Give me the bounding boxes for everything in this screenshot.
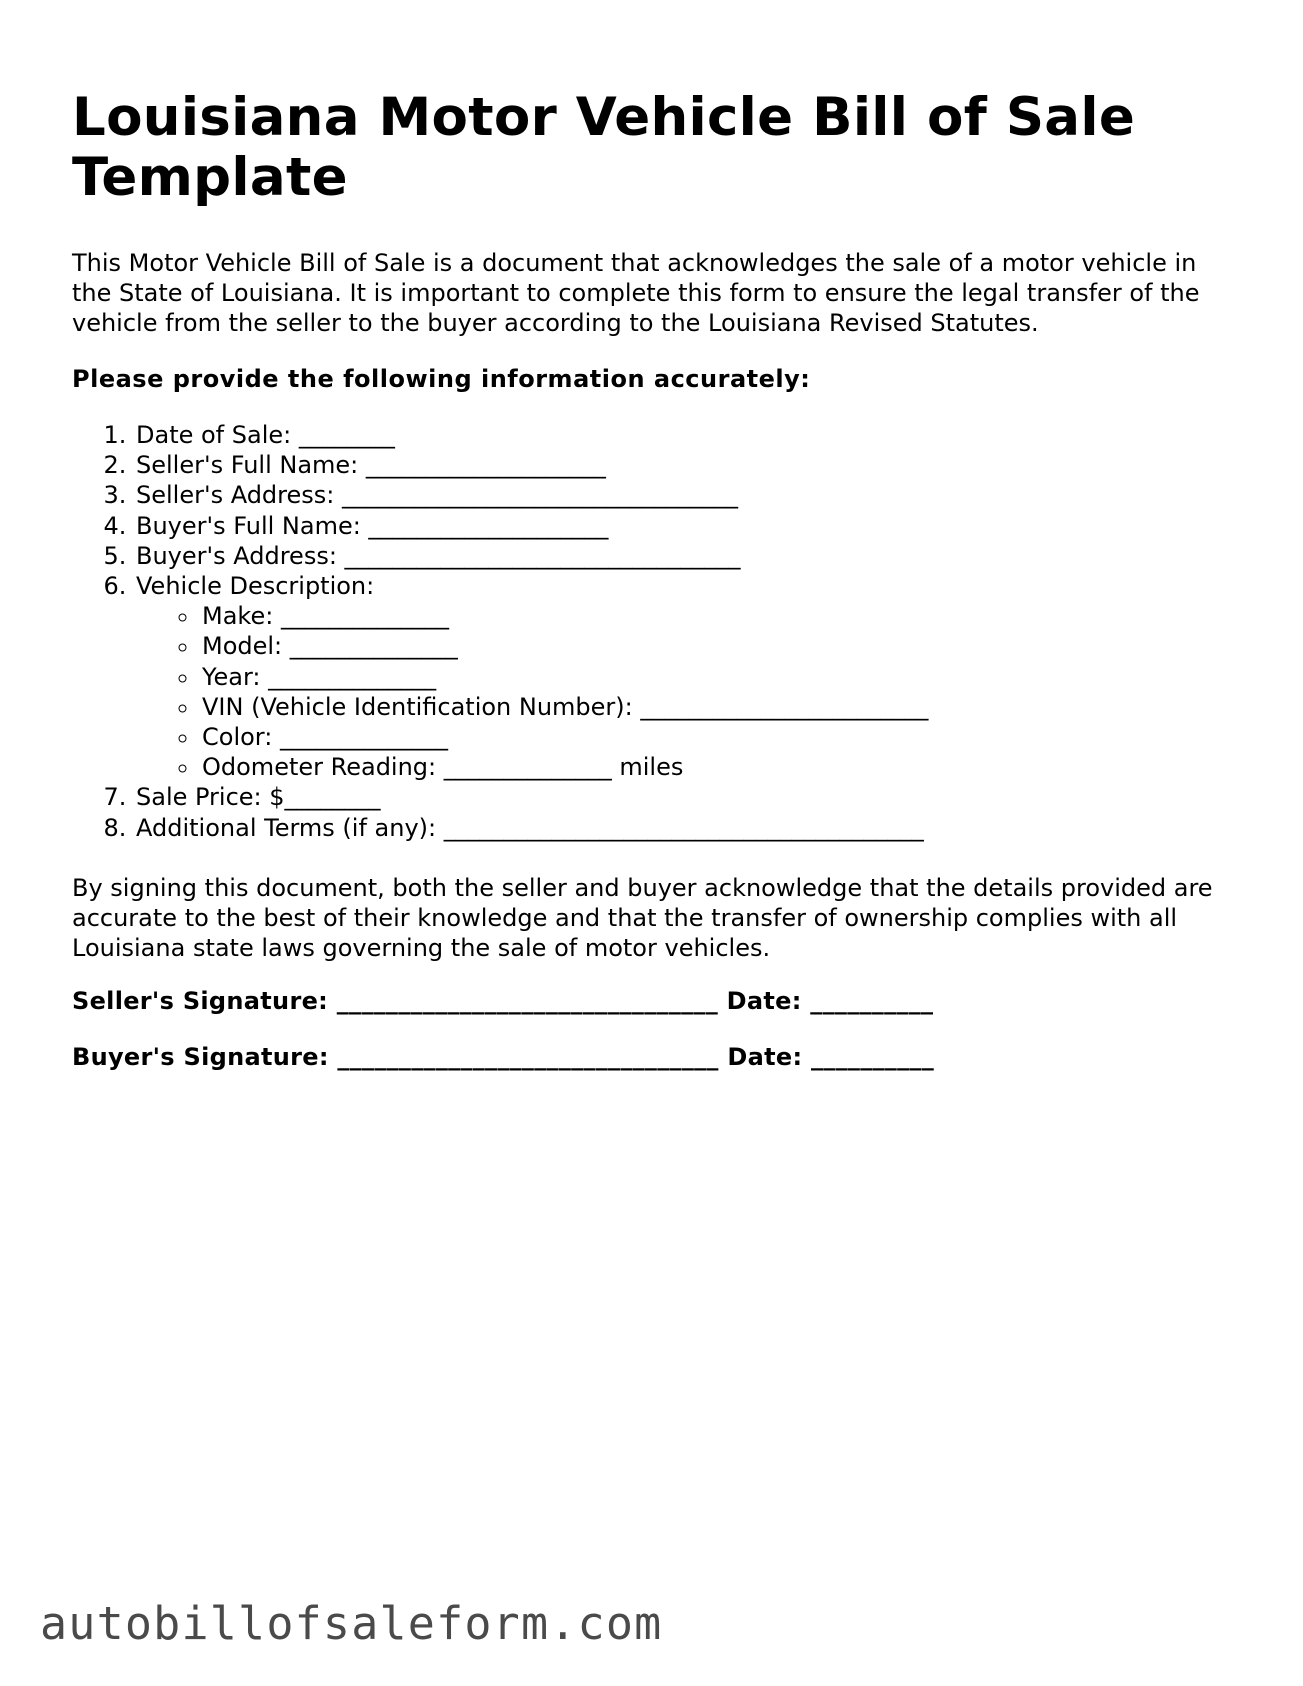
field-vin[interactable]: ◦ VIN (Vehicle Identification Number): ________________________ [200, 692, 928, 722]
vehicle-fields-list [136, 601, 928, 782]
page-title: Louisiana Motor Vehicle Bill of Sale Template [72, 87, 1136, 208]
form-fields-list [72, 420, 928, 843]
field-color[interactable]: ◦ Color: ______________ [200, 722, 928, 752]
intro-paragraph: This Motor Vehicle Bill of Sale is a document that acknowledges the sale of a motor vehicle in the State of Louisiana. It is important to complete this form to ensure the legal transfer of the vehicle from the seller to the buyer according to the Louisiana Revised Statutes. [72, 249, 1200, 337]
buyer-signature-line[interactable]: Buyer's Signature: _______________________________ Date: __________ [72, 1043, 934, 1071]
field-buyer-address[interactable]: 5. Buyer's Address: _________________________________ [134, 541, 928, 571]
field-vehicle-description [134, 571, 928, 782]
site-watermark: autobillofsaleform.com [40, 1597, 663, 1650]
field-sale-price[interactable]: 7. Sale Price: $________ [134, 782, 928, 812]
field-odometer[interactable]: ◦ Odometer Reading: ______________ miles [200, 752, 928, 782]
field-make[interactable]: ◦ Make: ______________ [200, 601, 928, 631]
closing-paragraph: By signing this document, both the seller and buyer acknowledge that the details provided are accurate to the best of their knowledge and that the transfer of ownership complies with all Louisiana state laws governing the sale of motor vehicles. [72, 874, 1213, 962]
instructions-heading: Please provide the following information accurately: [72, 365, 811, 393]
field-year[interactable]: ◦ Year: ______________ [200, 662, 928, 692]
field-additional-terms[interactable]: 8. Additional Terms (if any): ________________________________________ [134, 813, 928, 843]
field-seller-name[interactable]: 2. Seller's Full Name: ____________________ [134, 450, 928, 480]
field-buyer-name[interactable]: 4. Buyer's Full Name: ____________________ [134, 511, 928, 541]
field-seller-address[interactable]: 3. Seller's Address: _________________________________ [134, 480, 928, 510]
vehicle-description-label: Vehicle Description: [136, 572, 375, 601]
field-model[interactable]: ◦ Model: ______________ [200, 631, 928, 661]
field-date-of-sale[interactable]: 1. Date of Sale: ________ [134, 420, 928, 450]
seller-signature-line[interactable]: Seller's Signature: _______________________________ Date: __________ [72, 987, 934, 1015]
